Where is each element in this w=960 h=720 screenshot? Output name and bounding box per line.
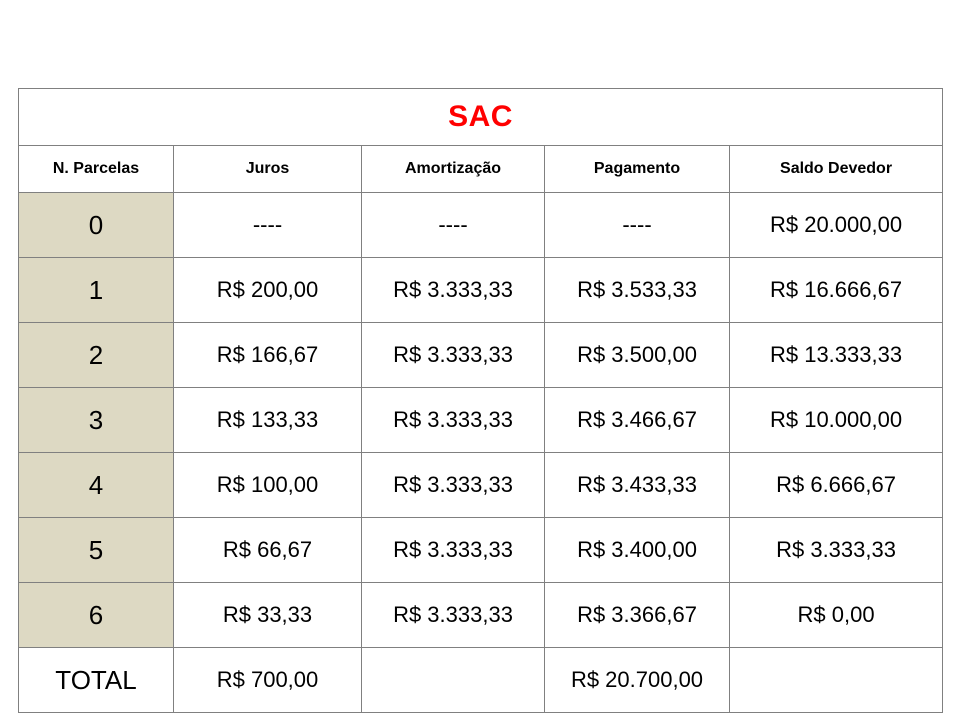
table-title: SAC <box>19 89 943 146</box>
table-row <box>19 453 943 518</box>
cell-juros: ---- <box>174 193 362 258</box>
cell-amortizacao: R$ 3.333,33 <box>362 518 545 583</box>
table-header-row <box>19 146 943 193</box>
cell-pagamento: R$ 3.400,00 <box>545 518 730 583</box>
cell-saldo: R$ 20.000,00 <box>730 193 943 258</box>
cell-saldo: R$ 3.333,33 <box>730 518 943 583</box>
cell-parcela: 5 <box>19 518 174 583</box>
cell-saldo: R$ 6.666,67 <box>730 453 943 518</box>
table-title-row <box>19 89 943 146</box>
table-total-row <box>19 648 943 713</box>
cell-juros: R$ 166,67 <box>174 323 362 388</box>
table-row <box>19 193 943 258</box>
cell-amortizacao: R$ 3.333,33 <box>362 323 545 388</box>
cell-juros: R$ 33,33 <box>174 583 362 648</box>
cell-parcela: 0 <box>19 193 174 258</box>
cell-amortizacao: R$ 3.333,33 <box>362 453 545 518</box>
cell-pagamento: R$ 3.500,00 <box>545 323 730 388</box>
cell-amortizacao: R$ 3.333,33 <box>362 258 545 323</box>
cell-saldo: R$ 10.000,00 <box>730 388 943 453</box>
cell-pagamento: ---- <box>545 193 730 258</box>
table-row <box>19 258 943 323</box>
cell-parcela: 3 <box>19 388 174 453</box>
cell-saldo: R$ 0,00 <box>730 583 943 648</box>
table-row <box>19 323 943 388</box>
cell-total-saldo <box>730 648 943 713</box>
table-row <box>19 583 943 648</box>
cell-amortizacao: R$ 3.333,33 <box>362 388 545 453</box>
column-header-pagamento: Pagamento <box>545 146 730 193</box>
cell-pagamento: R$ 3.433,33 <box>545 453 730 518</box>
cell-total-amortizacao <box>362 648 545 713</box>
cell-juros: R$ 66,67 <box>174 518 362 583</box>
cell-amortizacao: R$ 3.333,33 <box>362 583 545 648</box>
cell-total-label: TOTAL <box>19 648 174 713</box>
cell-total-juros: R$ 700,00 <box>174 648 362 713</box>
sac-amortization-table <box>18 88 943 713</box>
column-header-juros: Juros <box>174 146 362 193</box>
cell-saldo: R$ 16.666,67 <box>730 258 943 323</box>
cell-pagamento: R$ 3.533,33 <box>545 258 730 323</box>
cell-saldo: R$ 13.333,33 <box>730 323 943 388</box>
cell-juros: R$ 100,00 <box>174 453 362 518</box>
cell-parcela: 2 <box>19 323 174 388</box>
cell-juros: R$ 133,33 <box>174 388 362 453</box>
sac-table-container <box>18 88 942 713</box>
cell-pagamento: R$ 3.466,67 <box>545 388 730 453</box>
table-row <box>19 388 943 453</box>
cell-pagamento: R$ 3.366,67 <box>545 583 730 648</box>
cell-parcela: 1 <box>19 258 174 323</box>
cell-parcela: 6 <box>19 583 174 648</box>
table-row <box>19 518 943 583</box>
cell-parcela: 4 <box>19 453 174 518</box>
cell-total-pagamento: R$ 20.700,00 <box>545 648 730 713</box>
column-header-saldo-devedor: Saldo Devedor <box>730 146 943 193</box>
column-header-parcelas: N. Parcelas <box>19 146 174 193</box>
cell-juros: R$ 200,00 <box>174 258 362 323</box>
cell-amortizacao: ---- <box>362 193 545 258</box>
column-header-amortizacao: Amortização <box>362 146 545 193</box>
